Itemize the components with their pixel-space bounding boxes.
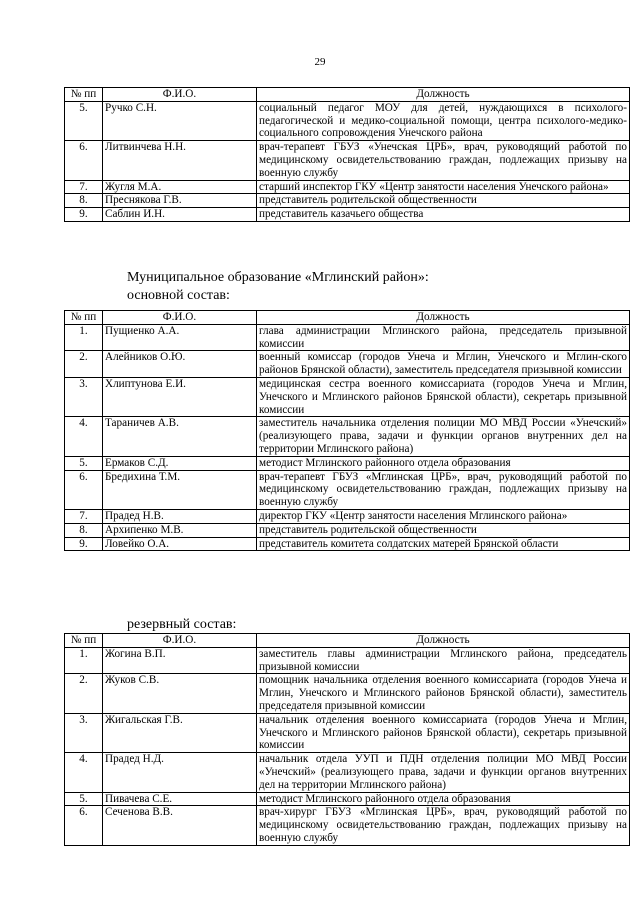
table-row — [65, 523, 630, 537]
member-name: Прадед Н.В. — [103, 509, 257, 523]
table-row — [65, 792, 630, 806]
municipality-heading: Муниципальное образование «Мглинский район»: — [127, 270, 429, 285]
member-position: врач-терапевт ГБУЗ «Мглинская ЦРБ», врач, руководящий работой по медицинскому освидетельствованию граждан, подлежащих призыву на военную службу — [257, 470, 630, 509]
member-name: Ручко С.Н. — [103, 101, 257, 140]
member-name: Жугля М.А. — [103, 180, 257, 194]
member-position: представитель родительской общественности — [257, 194, 630, 208]
table-row — [65, 208, 630, 222]
member-name: Жогина В.П. — [103, 647, 257, 674]
member-name: Пивачева С.Е. — [103, 792, 257, 806]
table-row — [65, 377, 630, 416]
table-row — [65, 470, 630, 509]
row-number: 5. — [65, 792, 103, 806]
table-header-row — [65, 311, 630, 325]
member-name: Литвинчева Н.Н. — [103, 141, 257, 180]
member-name: Бредихина Т.М. — [103, 470, 257, 509]
commission-table-mglin-reserve — [64, 633, 630, 846]
row-number: 1. — [65, 647, 103, 674]
row-number: 5. — [65, 456, 103, 470]
page-number: 29 — [314, 56, 326, 68]
row-number: 4. — [65, 417, 103, 456]
col-header-duty: Должность — [257, 634, 630, 648]
row-number: 2. — [65, 351, 103, 378]
row-number: 9. — [65, 208, 103, 222]
table-row — [65, 324, 630, 351]
col-header-num: № пп — [65, 634, 103, 648]
row-number: 2. — [65, 674, 103, 713]
commission-table-unecha — [64, 87, 630, 222]
member-name: Сеченова В.В. — [103, 806, 257, 845]
member-position: врач-хирург ГБУЗ «Мглинская ЦРБ», врач, руководящий работой по медицинскому освидетельствованию граждан, подлежащих призыву на военную службу — [257, 806, 630, 845]
table-row — [65, 674, 630, 713]
row-number: 4. — [65, 753, 103, 792]
table-row — [65, 647, 630, 674]
member-position: директор ГКУ «Центр занятости населения Мглинского района» — [257, 509, 630, 523]
table-row — [65, 141, 630, 180]
member-position: методист Мглинского районного отдела образования — [257, 792, 630, 806]
member-name: Прадед Н.Д. — [103, 753, 257, 792]
member-position: помощник начальника отделения военного комиссариата (городов Унеча и Мглин, Унечского и Мглинского районов Брянской области), заместитель председателя призывной комиссии — [257, 674, 630, 713]
reserve-staff-heading: резервный состав: — [127, 617, 237, 632]
member-position: начальник отделения военного комиссариата (городов Унеча и Мглин, Унечского и Мглинского районов Брянской области), секретарь призывной комиссии — [257, 713, 630, 752]
row-number: 8. — [65, 194, 103, 208]
table-row — [65, 194, 630, 208]
member-name: Пущиенко А.А. — [103, 324, 257, 351]
table-header-row — [65, 88, 630, 102]
row-number: 6. — [65, 141, 103, 180]
member-position: заместитель главы администрации Мглинского района, председатель призывной комиссии — [257, 647, 630, 674]
table-row — [65, 417, 630, 456]
member-name: Ловейко О.А. — [103, 537, 257, 551]
row-number: 1. — [65, 324, 103, 351]
commission-table-mglin-main — [64, 310, 630, 551]
table-row — [65, 713, 630, 752]
member-name: Архипенко М.В. — [103, 523, 257, 537]
row-number: 9. — [65, 537, 103, 551]
row-number: 6. — [65, 806, 103, 845]
col-header-num: № пп — [65, 311, 103, 325]
member-name: Саблин И.Н. — [103, 208, 257, 222]
member-position: врач-терапевт ГБУЗ «Унечская ЦРБ», врач, руководящий работой по медицинскому освидетельствованию граждан, подлежащих призыву на военную службу — [257, 141, 630, 180]
member-position: заместитель начальника отделения полиции МО МВД России «Унечский» (реализующего права, задачи и функции органов внутренних дел на территории Мглинского района) — [257, 417, 630, 456]
member-position: старший инспектор ГКУ «Центр занятости населения Унечского района» — [257, 180, 630, 194]
table-row — [65, 537, 630, 551]
row-number: 5. — [65, 101, 103, 140]
row-number: 7. — [65, 509, 103, 523]
member-position: методист Мглинского районного отдела образования — [257, 456, 630, 470]
col-header-name: Ф.И.О. — [103, 634, 257, 648]
row-number: 3. — [65, 713, 103, 752]
table-row — [65, 101, 630, 140]
member-name: Тараничев А.В. — [103, 417, 257, 456]
col-header-num: № пп — [65, 88, 103, 102]
col-header-duty: Должность — [257, 88, 630, 102]
member-position: представитель комитета солдатских матерей Брянской области — [257, 537, 630, 551]
table-row — [65, 806, 630, 845]
table-row — [65, 456, 630, 470]
member-position: представитель родительской общественности — [257, 523, 630, 537]
table-header-row — [65, 634, 630, 648]
member-name: Алейников О.Ю. — [103, 351, 257, 378]
member-position: медицинская сестра военного комиссариата (городов Унеча и Мглин, Унечского и Мглинского районов Брянской области), секретарь призывной комиссии — [257, 377, 630, 416]
row-number: 8. — [65, 523, 103, 537]
member-position: глава администрации Мглинского района, председатель призывной комиссии — [257, 324, 630, 351]
member-name: Хлиптунова Е.И. — [103, 377, 257, 416]
table-row — [65, 180, 630, 194]
member-name: Ермаков С.Д. — [103, 456, 257, 470]
member-position: начальник отдела УУП и ПДН отделения полиции МО МВД России «Унечский» (реализующего права, задачи и функции органов внутренних дел на территории Мглинского района) — [257, 753, 630, 792]
row-number: 7. — [65, 180, 103, 194]
row-number: 3. — [65, 377, 103, 416]
member-position: военный комиссар (городов Унеча и Мглин, Унечского и Мглин-ского районов Брянской области), заместитель председателя призывной комиссии — [257, 351, 630, 378]
member-position: социальный педагог МОУ для детей, нуждающихся в психолого-педагогической и медико-социальной помощи, центра психолого-медико-социального сопровождения Унечского района — [257, 101, 630, 140]
table-row — [65, 753, 630, 792]
member-name: Жигальская Г.В. — [103, 713, 257, 752]
member-name: Жуков С.В. — [103, 674, 257, 713]
col-header-name: Ф.И.О. — [103, 311, 257, 325]
table-row — [65, 509, 630, 523]
col-header-duty: Должность — [257, 311, 630, 325]
main-staff-heading: основной состав: — [127, 288, 230, 303]
row-number: 6. — [65, 470, 103, 509]
member-position: представитель казачьего общества — [257, 208, 630, 222]
table-row — [65, 351, 630, 378]
member-name: Преснякова Г.В. — [103, 194, 257, 208]
col-header-name: Ф.И.О. — [103, 88, 257, 102]
